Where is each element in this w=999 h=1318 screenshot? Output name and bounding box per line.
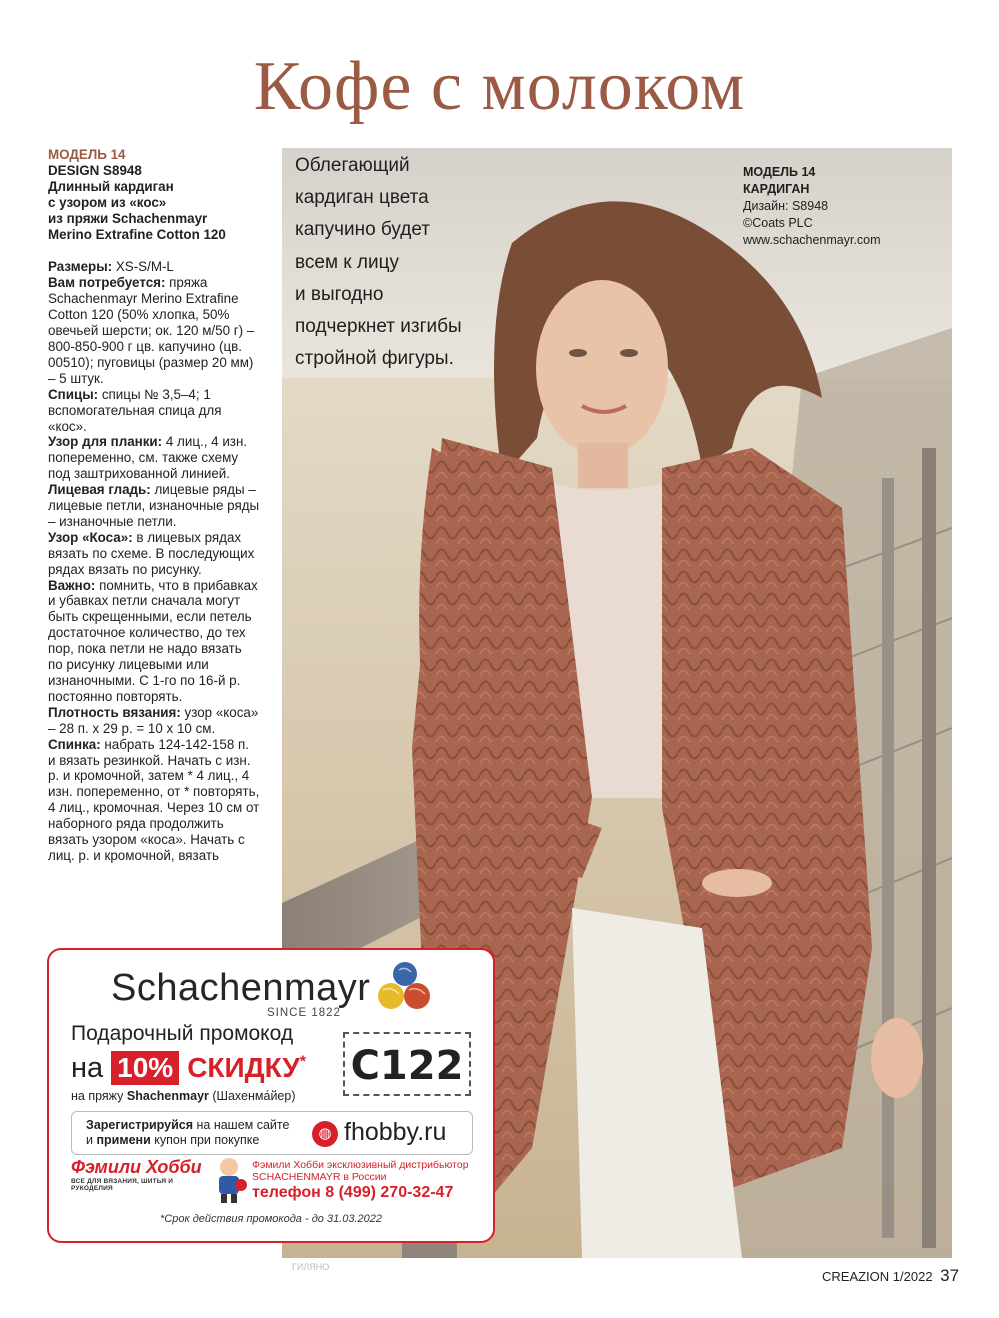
paragraph-back: Спинка: набрать 124-142-158 п. и вязать резинкой. Начать с изн. р. и кромочной, затем * 4 лиц., 4 изн. попеременно, от * повторять, 4 лиц., кромочная. Через 10 см от наборного ряда продолжить вязать узором «коса». Начать с лиц. р. и кромочной, вязать — [48, 736, 260, 863]
page-title: Кофе с молоком — [253, 48, 746, 125]
intro-line: и выгодно — [295, 283, 384, 305]
credit-type: КАРДИГАН — [743, 182, 810, 196]
family-hobby-logo: Фэмили Хобби ВСЕ ДЛЯ ВЯЗАНИЯ, ШИТЬЯ И РУКОДЕЛИЯ — [71, 1157, 202, 1192]
intro-line: капучино будет — [295, 219, 430, 241]
globe-icon: ◍ — [312, 1121, 338, 1147]
site-link[interactable]: fhobby.ru — [344, 1118, 447, 1146]
photo-credit: ГИЛЯНО — [292, 1262, 330, 1272]
paragraph-stockinette: Лицевая гладь: лицевые ряды – лицевые петли, изнаночные ряды – изнаночные петли. — [48, 482, 260, 529]
promo-coupon — [47, 948, 495, 1243]
paragraph-materials: Вам потребуется: пряжа Schachenmayr Merino Extrafine Cotton 120 (50% хлопка, 50% овечьей шерсти; ок. 120 м/50 г) – 800-850-900 г цв. капучино (цв. 00510); пуговицы (размер 20 мм) – 5 штук. — [48, 275, 255, 386]
register-box — [71, 1111, 473, 1155]
credit-design: Дизайн: S8948 — [743, 199, 829, 213]
intro-line: кардиган цвета — [295, 187, 429, 209]
validity-note: *Срок действия промокода - до 31.03.2022 — [159, 1213, 383, 1225]
magazine-issue: CREAZION 1/2022 — [822, 1269, 933, 1284]
design-code: DESIGN S8948 — [48, 162, 142, 178]
model-number: МОДЕЛЬ 14 — [48, 147, 126, 162]
promo-code[interactable]: C122 — [343, 1032, 471, 1096]
yarn-line: на пряжу Shachenmayr (Шахенма́йер) — [71, 1089, 296, 1103]
paragraph-important: Важно: помнить, что в прибавках и убавках петли сначала могут быть скрещенными, если петель достаточное количество, до тех пор, пока петли не надо вязать по рисунку лицевыми или изнаночными. С 1-го по 16-й р. постоянно повторять. — [48, 577, 258, 704]
intro-line: Облегающий — [295, 155, 410, 176]
subtitle-line: Merino Extrafine Cotton 120 — [48, 226, 226, 242]
intro-text — [295, 150, 505, 375]
phone-number[interactable]: телефон 8 (499) 270-32-47 — [252, 1184, 454, 1201]
credit-copyright: ©Coats PLC — [743, 216, 813, 230]
discount-percent: 10% — [111, 1051, 179, 1085]
model-credit — [743, 164, 943, 249]
brand-logo: Schachenmayr — [111, 967, 371, 1009]
paragraph-band-pattern: Узор для планки: 4 лиц., 4 изн. попеременно, см. также схему под заштрихованной линией. — [48, 434, 248, 482]
paragraph-gauge: Плотность вязания: узор «коса» – 28 п. х 29 р. = 10 х 10 см. — [48, 704, 259, 736]
subtitle-line: Длинный кардиган — [48, 178, 174, 194]
page-number: 37 — [940, 1266, 960, 1285]
intro-line: подчеркнет изгибы — [295, 316, 462, 338]
since-label: SINCE 1822 — [267, 1007, 341, 1019]
register-text: Зарегистрируйся на нашем сайте и примени купон при покупке — [86, 1118, 290, 1147]
credit-model: МОДЕЛЬ 14 — [743, 165, 816, 179]
subtitle-line: из пряжи Schachenmayr — [48, 210, 208, 226]
instructions-column — [48, 147, 260, 864]
subtitle-line: с узором из «кос» — [48, 194, 167, 210]
yarn-balls-icon — [369, 960, 439, 1016]
model-header — [48, 147, 260, 242]
page-footer — [822, 1266, 959, 1286]
distributor-info: Фэмили Хобби эксклюзивный дистрибьютор SCHACHENMAYR в России — [252, 1159, 469, 1183]
intro-line: стройной фигуры. — [295, 348, 454, 370]
gift-line: Подарочный промокод — [71, 1022, 294, 1045]
discount-word: СКИДКУ* — [187, 1052, 307, 1083]
paragraph-needles: Спицы: спицы № 3,5–4; 1 вспомогательная спица для «кос». — [48, 386, 222, 434]
paragraph-cable-pattern: Узор «Коса»: в лицевых рядах вязать по схеме. В последующих рядах вязать по рисунку. — [48, 529, 255, 577]
discount-line: на 10% СКИДКУ* — [71, 1051, 307, 1084]
paragraph-sizes: Размеры: XS-S/M-L — [48, 259, 174, 275]
mascot-icon — [209, 1155, 249, 1203]
intro-line: всем к лицу — [295, 251, 399, 273]
credit-website: www.schachenmayr.com — [743, 233, 881, 247]
